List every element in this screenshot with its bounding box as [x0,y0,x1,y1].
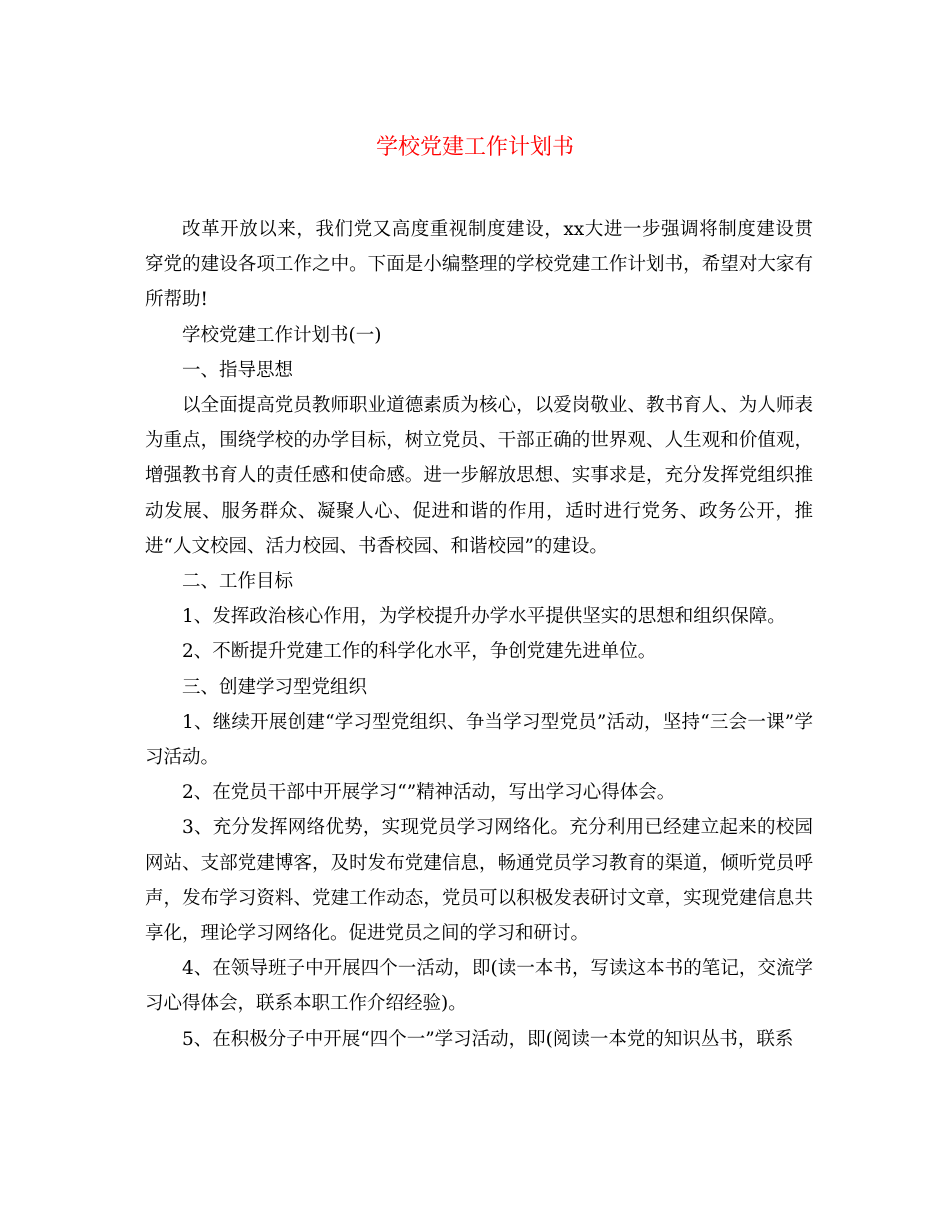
section-heading-learning-organization: 三、创建学习型党组织 [182,676,368,698]
paragraph-learning-1: 1、继续开展创建“学习型党组织、争当学习型党员”活动，坚持“三会一课”学习活动。 [145,711,813,769]
paragraph-learning-5: 5、在积极分子中开展“四个一”学习活动，即(阅读一本党的知识丛书，联系 [182,1028,794,1050]
document-title: 学校党建工作计划书 [375,135,574,160]
document-body [145,212,813,1057]
section-heading-guiding-ideology: 一、指导思想 [182,359,294,381]
paragraph-learning-4: 4、在领导班子中开展四个一活动，即(读一本书，写读这本书的笔记，交流学习心得体会，联系本职工作介绍经验)。 [145,958,813,1015]
section-heading-work-goals: 二、工作目标 [182,571,294,593]
paragraph-guiding-ideology: 以全面提高党员教师职业道德素质为核心，以爱岗敬业、教书育人、为人师表为重点，围绕学校的办学目标，树立党员、干部正确的世界观、人生观和价值观，增强教书育人的责任感和使命感。进一步解放思想、实事求是，充分发挥党组织推动发展、服务群众、凝聚人心、促进和谐的作用，适时进行党务、政务公开，推进“人文校园、活力校园、书香校园、和谐校园”的建设。 [145,395,813,557]
paragraph-goal-1: 1、发挥政治核心作用，为学校提升办学水平提供坚实的思想和组织保障。 [182,606,786,628]
paragraph-learning-3: 3、充分发挥网络优势，实现党员学习网络化。充分利用已经建立起来的校园网站、支部党建博客，及时发布党建信息，畅通党员学习教育的渠道，倾听党员呼声，发布学习资料、党建工作动态，党员可以积极发表研讨文章，实现党建信息共享化，理论学习网络化。促进党员之间的学习和研讨。 [145,817,813,945]
paragraph-goal-2: 2、不断提升党建工作的科学化水平，争创党建先进单位。 [182,641,657,663]
paragraph-intro: 改革开放以来，我们党又高度重视制度建设，xx大进一步强调将制度建设贯穿党的建设各项工作之中。下面是小编整理的学校党建工作计划书，希望对大家有所帮助! [145,219,813,311]
paragraph-subtitle: 学校党建工作计划书(一) [182,324,382,346]
paragraph-learning-2: 2、在党员干部中开展学习“”精神活动，写出学习心得体会。 [182,782,676,804]
